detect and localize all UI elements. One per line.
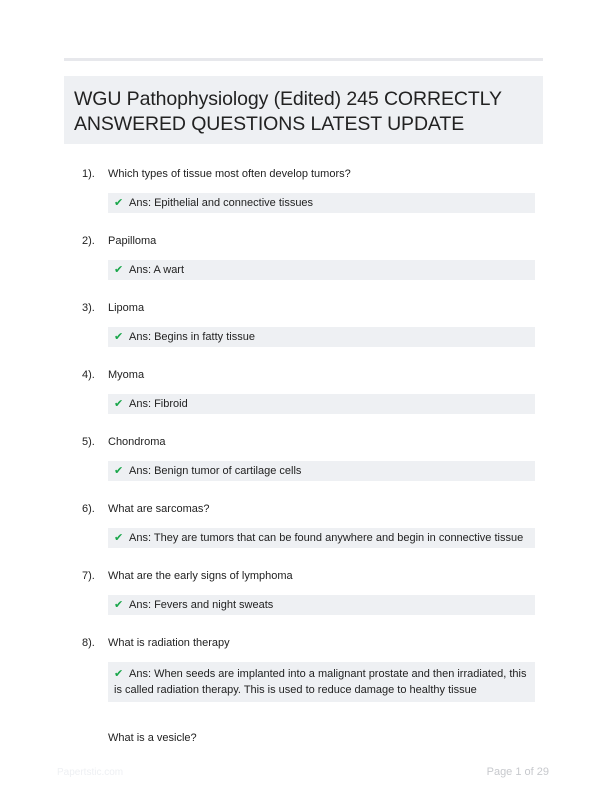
question-number: 1). bbox=[82, 168, 95, 180]
question-text: What is radiation therapy bbox=[108, 637, 230, 649]
answer-box bbox=[108, 461, 535, 481]
check-icon: ✔ bbox=[114, 263, 124, 276]
qa-item bbox=[82, 166, 535, 213]
question-text: Myoma bbox=[108, 369, 145, 381]
check-icon: ✔ bbox=[114, 598, 124, 611]
question-number: 4). bbox=[82, 369, 95, 381]
answer-box bbox=[108, 528, 535, 548]
answer-box bbox=[108, 595, 535, 615]
question-number: 7). bbox=[82, 570, 95, 582]
answer-box bbox=[108, 394, 535, 414]
question-text: Chondroma bbox=[108, 436, 166, 448]
qa-item bbox=[82, 730, 535, 746]
answer-text: Ans: Fevers and night sweats bbox=[129, 599, 274, 611]
answer-text: Ans: When seeds are implanted into a malignant prostate and then irradiated, this is called radiation therapy. This is used to reduce damage to healthy tissue bbox=[114, 668, 527, 696]
question-number: 8). bbox=[82, 637, 95, 649]
answer-box bbox=[108, 260, 535, 280]
qa-item bbox=[82, 300, 535, 347]
question-number: 5). bbox=[82, 436, 95, 448]
check-icon: ✔ bbox=[114, 196, 124, 209]
check-icon: ✔ bbox=[114, 397, 124, 410]
question-number: 6). bbox=[82, 503, 95, 515]
question-text: What are the early signs of lymphoma bbox=[108, 570, 293, 582]
page-indicator: Page 1 of 29 bbox=[486, 766, 549, 778]
title-banner bbox=[64, 76, 543, 144]
answer-text: Ans: They are tumors that can be found anywhere and begin in connective tissue bbox=[129, 532, 524, 544]
qa-item bbox=[82, 635, 535, 702]
answer-box bbox=[108, 662, 535, 702]
footer-watermark: Papertstic.com bbox=[57, 767, 124, 778]
document-title: WGU Pathophysiology (Edited) 245 CORRECTLY ANSWERED QUESTIONS LATEST UPDATE bbox=[74, 88, 502, 135]
check-icon: ✔ bbox=[114, 330, 124, 343]
question-text: What are sarcomas? bbox=[108, 503, 210, 515]
question-text: Papilloma bbox=[108, 235, 157, 247]
qa-item bbox=[82, 434, 535, 481]
top-divider bbox=[64, 58, 543, 61]
answer-box bbox=[108, 327, 535, 347]
qa-item bbox=[82, 367, 535, 414]
question-text: Which types of tissue most often develop tumors? bbox=[108, 168, 351, 180]
check-icon: ✔ bbox=[114, 531, 124, 544]
answer-box bbox=[108, 193, 535, 213]
question-number: 2). bbox=[82, 235, 95, 247]
qa-item bbox=[82, 568, 535, 615]
answer-text: Ans: A wart bbox=[129, 264, 185, 276]
question-text: Lipoma bbox=[108, 302, 145, 314]
answer-text: Ans: Begins in fatty tissue bbox=[129, 331, 255, 343]
qa-item bbox=[82, 233, 535, 280]
check-icon: ✔ bbox=[114, 667, 124, 680]
question-list bbox=[82, 166, 535, 766]
check-icon: ✔ bbox=[114, 464, 124, 477]
question-text: What is a vesicle? bbox=[108, 732, 197, 744]
answer-text: Ans: Benign tumor of cartilage cells bbox=[129, 465, 302, 477]
qa-item bbox=[82, 501, 535, 548]
question-number: 3). bbox=[82, 302, 95, 314]
answer-text: Ans: Fibroid bbox=[129, 398, 188, 410]
answer-text: Ans: Epithelial and connective tissues bbox=[129, 197, 314, 209]
